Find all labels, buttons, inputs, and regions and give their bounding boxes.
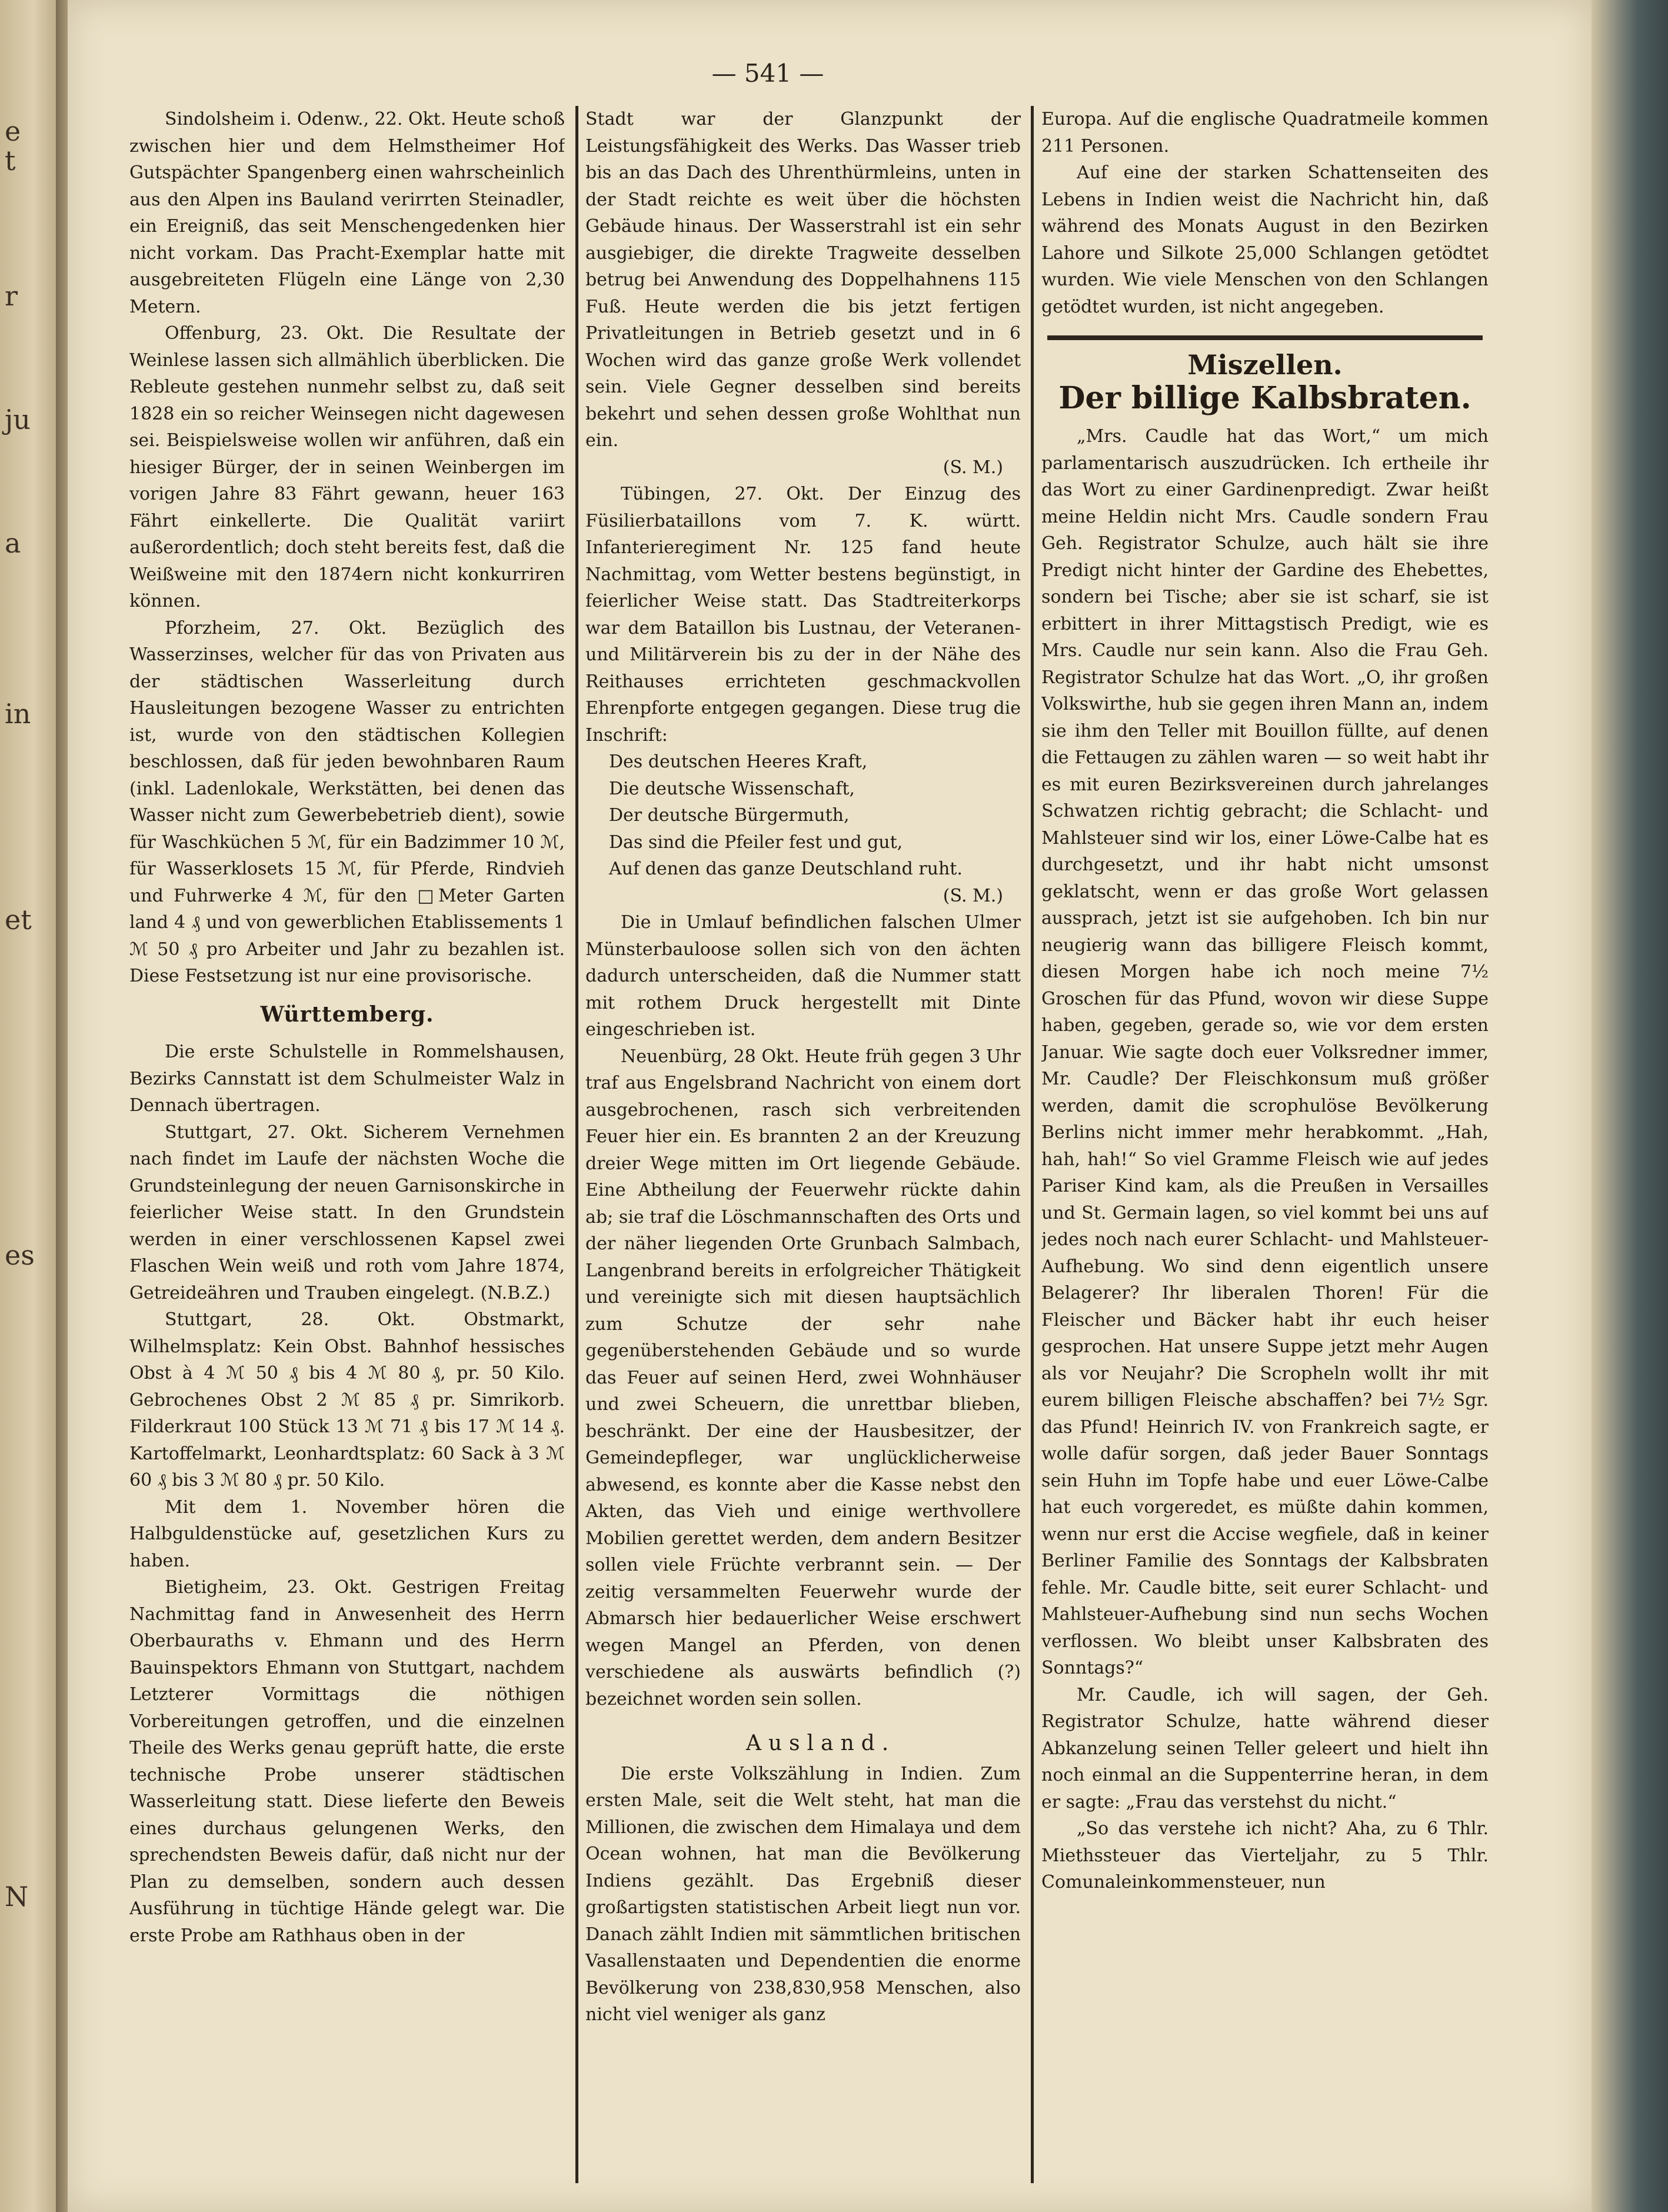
column-1 bbox=[129, 106, 565, 2189]
left-page-fragment: in bbox=[5, 698, 31, 730]
article-stuttgart-obstmarkt: Stuttgart, 28. Okt. Obstmarkt, Wilhelmsplatz: Kein Obst. Bahnhof hessisches Obst à 4 ℳ 50 ₰ bis 4 ℳ 80 ₰, pr. 50 Kilo. Gebrochenes Obst 2 ℳ 85 ₰ pr. Simrikorb. Filderkraut 100 Stück 13 ℳ 71 ₰ bis 17 ℳ 14 ₰. Kartoffelmarkt, Leonhardtsplatz: 60 Sack à 3 ℳ 60 ₰ bis 3 ℳ 80 ₰ pr. 50 Kilo. bbox=[129, 1309, 565, 1491]
story-paragraph: „So das verstehe ich nicht? Aha, zu 6 Thlr. Miethssteuer das Vierteljahr, zu 5 Thlr. Comunaleinkommensteuer, nun bbox=[1041, 1818, 1489, 1892]
section-heading-miszellen: Miszellen. bbox=[1187, 349, 1343, 381]
left-page-fragment: ju bbox=[5, 404, 31, 435]
book-gutter bbox=[56, 0, 68, 2212]
left-page-fragment: t bbox=[5, 145, 16, 177]
left-page-fragment: et bbox=[5, 904, 32, 936]
article-neuenbuerg: Neuenbürg, 28 Okt. Heute früh gegen 3 Uhr traf aus Engelsbrand Nachricht von einem dort ausgebrochenen, rasch sich verbreitenden Feuer hier ein. Es brannten 2 an der Kreuzung dreier Wege mitten im Ort liegende Gebäude. Eine Abtheilung der Feuerwehr rückte dahin ab; sie traf die Löschmannschaften des Orts und der näher liegenden Orte Grunbach Salmbach, Langenbrand bereits in erfolgreicher Thätigkeit und vereinigte sich mit diesen hauptsächlich zum Schutze der sehr nahe gegenüberstehenden Gebäude und so wurde das Feuer auf seinen Herd, zwei Wohnhäuser und zwei Scheuern, die unrettbar blieben, beschränkt. Der eine der Hausbesitzer, der Gemeindepfleger, war unglücklicherweise abwesend, es konnte aber die Kasse nebst den Akten, das Vieh und einige werthvollere Mobilien gerettet werden, dem andern Besitzer sollen viele Früchte verbrannt sein. — Der zeitig versammelten Feuerwehr wurde der Abmarsch hier bedauerlicher Weise erschwert wegen Mangel an Pferden, von denen verschiedene als auswärts befindlich (?) bezeichnet worden sein sollen. bbox=[585, 1046, 1021, 1709]
article-muensterbauloose: Die in Umlauf befindlichen falschen Ulmer Münsterbauloose sollen sich von den ächten dadurch unterscheiden, daß die Nummer statt mit rothem Druck hergestellt mit Dinte eingeschrieben ist. bbox=[585, 912, 1021, 1040]
inscription-line: Der deutsche Bürgermuth, bbox=[609, 805, 850, 826]
inscription-line: Des deutschen Heeres Kraft, bbox=[609, 751, 868, 772]
column-3 bbox=[1041, 106, 1489, 2189]
column-rule bbox=[1031, 106, 1034, 2183]
article-pforzheim: Pforzheim, 27. Okt. Bezüglich des Wasserzinses, welcher für das von Privaten aus der städtischen Wasserleitung durch Hausleitungen bezogene Wasser zu entrichten ist, wurde von den städtischen Kollegien beschlossen, daß für jeden bewohnbaren Raum (inkl. Ladenlokale, Werkstätten, bei denen das Wasser nicht zum Gewerbebetrieb dient), sowie für Waschküchen 5 ℳ, für ein Badzimmer 10 ℳ, für Wasserklosets 15 ℳ, für Pferde, Rindvieh und Fuhrwerke 4 ℳ, für den □Meter Garten land 4 ₰ und von gewerblichen Etablissements 1 ℳ 50 ₰ pro Arbeiter und Jahr zu bezahlen ist. Diese Festsetzung ist nur eine provisorische. bbox=[129, 617, 565, 986]
story-title: Der billige Kalbsbraten. bbox=[1058, 380, 1471, 416]
article-stuttgart-garnisonskirche: Stuttgart, 27. Okt. Sicherem Vernehmen nach findet im Laufe der nächsten Woche die Grundsteinlegung der neuen Garnisonskirche in feierlicher Weise statt. In den Grundstein werden in einer verschlossenen Kapsel zwei Flaschen Wein weiß und roth vom Jahre 1874, Getreideähren und Trauben eingelegt. (N.B.Z.) bbox=[129, 1122, 565, 1303]
article-bietigheim-continued: Stadt war der Glanzpunkt der Leistungsfähigkeit des Werks. Das Wasser trieb bis an das Dach des Uhrenthürmleins, unten in der Stadt reichte es weit über die höchsten Gebäude hinaus. Der Wasserstrahl ist ein sehr ausgiebiger, die direkte Tragweite desselben betrug bei Anwendung des Doppelhahnens 115 Fuß. Heute werden die bis jetzt fertigen Privatleitungen in Betrieb gesetzt und in 6 Wochen wird das ganze große Werk vollendet sein. Viele Gegner desselben sind bereits bekehrt und sehen dessen große Wohlthat nun ein. bbox=[585, 109, 1021, 451]
story-paragraph: Mr. Caudle, ich will sagen, der Geh. Registrator Schulze, hatte während dieser Abkanzelung seinen Teller geleert und hielt ihn noch einmal an die Suppenterrine heran, in dem er sagte: „Frau das verstehst du nicht.“ bbox=[1041, 1684, 1489, 1812]
page-number: — 541 — bbox=[711, 59, 824, 88]
article-schulstelle: Die erste Schulstelle in Rommelshausen, Bezirks Cannstatt ist dem Schulmeister Walz in Dennach übertragen. bbox=[129, 1042, 565, 1116]
article-bietigheim: Bietigheim, 23. Okt. Gestrigen Freitag Nachmittag fand in Anwesenheit des Herrn Oberbauraths v. Ehmann und des Herrn Bauinspektors Ehmann von Stuttgart, nachdem Letzterer Vormittags die nöthigen Vorbereitungen getroffen, und die einzelnen Theile des Werks genau geprüft hatte, die erste technische Probe unserer städtischen Wasserleitung statt. Diese lieferte den Beweis eines durchaus gelungenen Werks, den sprechendsten Beweis dafür, daß nicht nur der Plan zu demselben, sondern auch dessen Ausführung in tüchtige Hände gelegt war. Die erste Probe am Rathhaus oben in der bbox=[129, 1577, 565, 1946]
article-volkszaehlung-indien: Die erste Volkszählung in Indien. Zum ersten Male, seit die Welt steht, hat man die Millionen, die zwischen dem Himalaya und dem Ocean wohnen, hat man die Bevölkerung Indiens gezählt. Das Ergebniß dieser großartigsten statistischen Arbeit liegt nun vor. Danach zählt Indien mit sämmtlichen britischen Vasallenstaaten und Dependentien die enorme Bevölkerung von 238,830,958 Menschen, also nicht viel weniger als ganz bbox=[585, 1763, 1021, 2025]
article-offenburg: Offenburg, 23. Okt. Die Resultate der Weinlese lassen sich allmählich überblicken. Die Rebleute gestehen nunmehr selbst zu, daß seit 1828 ein so reicher Weinsegen nicht dagewesen sei. Beispielsweise wollen wir anführen, daß ein hiesiger Bürger, der in seinen Weinbergen im vorigen Jahre 83 Fährt gewann, heuer 163 Fährt einkellerte. Die Qualität variirt außerordentlich; doch steht bereits fest, daß die Weißweine mit den 1874ern nicht konkurriren können. bbox=[129, 323, 565, 611]
book-edge bbox=[1592, 0, 1668, 2212]
left-page-fragment: N bbox=[5, 1881, 29, 1912]
column-rule bbox=[575, 106, 578, 2183]
left-page-fragment: e bbox=[5, 115, 21, 147]
source-tag: (S. M.) bbox=[943, 885, 1003, 906]
left-page-fragment: a bbox=[5, 527, 21, 559]
article-schlangen: Auf eine der starken Schattenseiten des Lebens in Indien weist die Nachricht hin, daß während des Monats August in den Bezirken Lahore und Silkote 25,000 Schlangen getödtet wurden. Wie viele Menschen von den Schlangen getödtet wurden, ist nicht angegeben. bbox=[1041, 162, 1489, 317]
inscription-line: Die deutsche Wissenschaft, bbox=[609, 778, 855, 799]
inscription-line: Das sind die Pfeiler fest und gut, bbox=[609, 831, 903, 853]
column-2 bbox=[585, 106, 1021, 2189]
left-page-fragment: es bbox=[5, 1239, 35, 1271]
story-paragraph: „Mrs. Caudle hat das Wort,“ um mich parlamentarisch auszudrücken. Ich ertheile ihr das Wort zu einer Gardinenpredigt. Zwar heißt meine Heldin nicht Mrs. Caudle sondern Frau Geh. Registrator Schulze, auch hält sie ihre Predigt nicht hinter der Gardine des Ehebettes, sondern bei Tische; aber sie ist scharf, sie ist erbittert in ihrer Mittagstisch Predigt, wie es Mrs. Caudle nur sein kann. Also die Frau Geh. Registrator Schulze hat das Wort. „O, ihr großen Volkswirthe, hub sie gegen ihren Mann an, indem sie ihm den Teller mit Bouillon füllte, auf denen die Fettaugen zu zählen waren — so weit habt ihr es mit euren Bezirksvereinen durch jahrelanges Schwatzen richtig gebracht; die Schlacht- und Mahlsteuer sind wir los, einer Löwe-Calbe hat es durchgesetzt, und ihr habt nicht umsonst geklatscht, wenn er das große Wort gelassen aussprach, jetzt ist sie aufgehoben. Ich bin nur neugierig wann das billigere Fleisch kommt, diesen Morgen habe ich noch meine 7½ Groschen für das Pfund, wovon wir diese Suppe haben, gegeben, gerade so, wie vor dem ersten Januar. Wie sagte doch euer Volksredner immer, Mr. Caudle? Der Fleischkonsum muß größer werden, damit die scrophulöse Bevölkerung Berlins nicht immer mehr herabkommt. „Hah, hah, hah!“ So viel Gramme Fleisch wie auf jedes Pariser Kind kam, als die Preußen in Versailles und St. Germain lagen, so viel kommt bei uns auf jedes noch nach eurer Schlacht- und Mahlsteuer-Aufhebung. Wo sind denn eigentlich unsere Belagerer? Ihr liberalen Thoren! Für die Fleischer und Bäcker habt ihr euch heiser gesprochen. Hat unsere Suppe jetzt mehr Augen als vor Neujahr? Die Scropheln wollt ihr mit eurem billigen Fleische abschaffen? bei 7½ Sgr. das Pfund! Heinrich IV. von Frankreich sagte, er wolle dafür sorgen, daß jeder Bauer Sonntags sein Huhn im Topfe habe und euer Löwe-Calbe hat euch vorgeredet, es müßte dahin kommen, wenn nur erst die Accise wegfiele, daß in keiner Berliner Familie des Sonntags der Kalbsbraten fehle. Mr. Caudle bitte, seit eurer Schlacht- und Mahlsteuer-Aufhebung sind nun sechs Wochen verflossen. Wo bleibt unser Kalbsbraten des Sonntags?“ bbox=[1041, 426, 1489, 1678]
article-indien-continued: Europa. Auf die englische Quadratmeile kommen 211 Personen. bbox=[1041, 109, 1489, 157]
article-halbguldenstuecke: Mit dem 1. November hören die Halbguldenstücke auf, gesetzlichen Kurs zu haben. bbox=[129, 1496, 565, 1571]
section-divider bbox=[1047, 335, 1483, 340]
inscription-line: Auf denen das ganze Deutschland ruht. bbox=[609, 859, 963, 879]
article-sindolsheim: Sindolsheim i. Odenw., 22. Okt. Heute schoß zwischen hier und dem Helmstheimer Hof Gutspächter Spangenberg einen wahrscheinlich aus den Alpen ins Bauland verirrten Steinadler, ein Ereigniß, das seit Menschengedenken hier nicht vorkam. Das Pracht-Exemplar hatte mit ausgebreiteten Flügeln eine Länge von 2,30 Metern. bbox=[129, 109, 565, 317]
section-heading-ausland: Ausland. bbox=[745, 1731, 896, 1755]
left-page-fragment: r bbox=[5, 280, 18, 312]
source-tag: (S. M.) bbox=[943, 457, 1003, 478]
adjacent-page-edge bbox=[0, 0, 56, 2212]
section-heading-wuerttemberg: Württemberg. bbox=[260, 1002, 434, 1027]
article-tuebingen: Tübingen, 27. Okt. Der Einzug des Füsilierbataillons vom 7. K. württ. Infanterieregiment Nr. 125 fand heute Nachmittag, vom Wetter bestens begünstigt, in feierlicher Weise statt. Das Stadtreiterkorps war dem Bataillon bis Lustnau, der Veteranen- und Militärverein bis zu der in der Nähe des Reithauses errichteten geschmackvollen Ehrenpforte entgegen gegangen. Diese trug die Inschrift: bbox=[585, 484, 1021, 746]
